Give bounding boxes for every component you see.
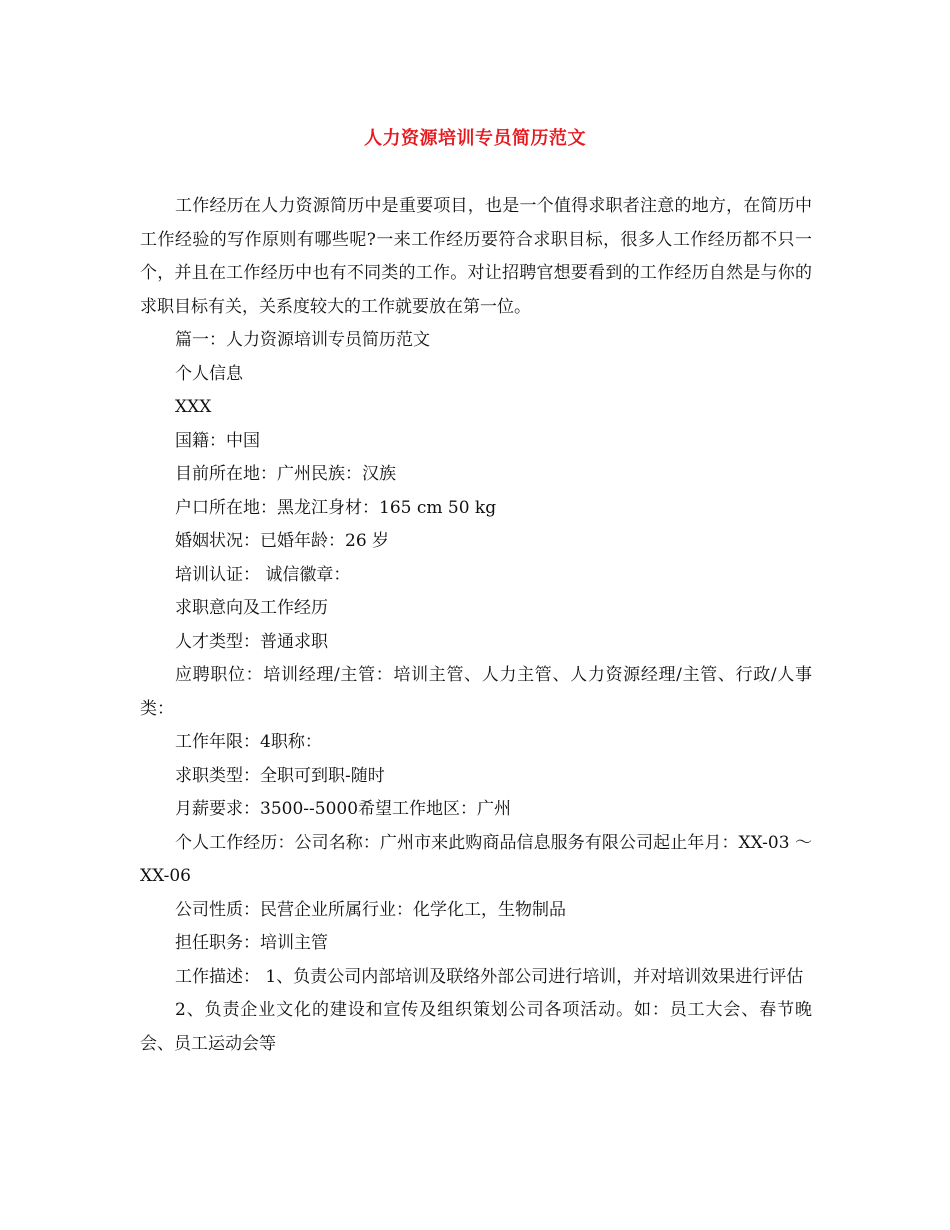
work-history-line: 个人工作经历：公司名称：广州市来此购商品信息服务有限公司起止年月：XX-03 ～ XX-06: [140, 832, 812, 886]
document-title: 人力资源培训专员简历范文: [364, 128, 586, 149]
marital-age-line: 婚姻状况：已婚年龄：26 岁: [175, 531, 390, 551]
section-heading-sample-one: 篇一：人力资源培训专员简历范文: [175, 330, 430, 350]
salary-line: 月薪要求：3500--5000希望工作地区：广州: [175, 799, 512, 819]
section-heading-personal-info: 个人信息: [175, 363, 243, 384]
company-type-line: 公司性质：民营企业所属行业：化学化工，生物制品: [175, 899, 566, 920]
job-title-line: 担任职务：培训主管: [175, 933, 328, 953]
talent-type-line: 人才类型：普通求职: [175, 631, 328, 652]
job-description-line-2: 2、负责企业文化的建设和宣传及组织策划公司各项活动。如：员工大会、春节晚会、员工运动会等: [140, 1000, 812, 1054]
work-years-line: 工作年限：4职称：: [175, 732, 322, 752]
name-line: XXX: [175, 397, 212, 417]
certification-line: 培训认证： 诚信徽章：: [175, 564, 351, 585]
job-description-line-1: 工作描述： 1、负责公司内部培训及联络外部公司进行培训，并对培训效果进行评估: [175, 966, 804, 987]
intro-paragraph: 工作经历在人力资源简历中是重要项目，也是一个值得求职者注意的地方，在简历中工作经验的写作原则有哪些呢?一来工作经历要符合求职目标，很多人工作经历都不只一个，并且在工作经历中也有不同类的工作。对让招聘官想要看到的工作经历自然是与你的求职目标有关，关系度较大的工作就要放在第一位。: [140, 196, 812, 317]
section-heading-job-intent: 求职意向及工作经历: [175, 598, 328, 618]
job-type-line: 求职类型：全职可到职-随时: [175, 765, 385, 786]
location-ethnicity-line: 目前所在地：广州民族：汉族: [175, 464, 396, 484]
nationality-line: 国籍：中国: [175, 430, 260, 451]
document-body: [140, 190, 812, 1061]
hukou-physique-line: 户口所在地：黑龙江身材：165 cm 50 kg: [175, 497, 497, 518]
applied-position-line: 应聘职位：培训经理/主管：培训主管、人力主管、人力资源经理/主管、行政/人事类：: [140, 665, 812, 719]
